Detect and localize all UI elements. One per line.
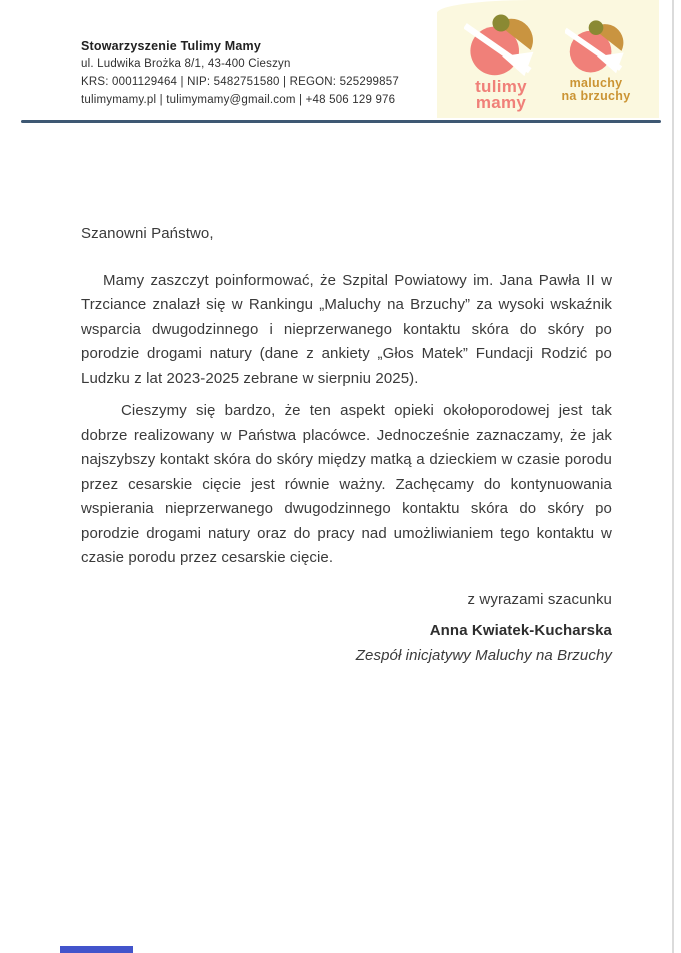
org-registry-numbers: KRS: 0001129464 | NIP: 5482751580 | REGON: 525299857	[81, 76, 399, 88]
page-edge-line	[672, 0, 674, 953]
org-address: ul. Ludwika Brożka 8/1, 43-400 Cieszyn	[81, 58, 291, 70]
maluchy-na-brzuchy-wordmark-line1: maluchy	[569, 76, 623, 90]
maluchy-na-brzuchy-wordmark-line2: na brzuchy	[561, 89, 631, 103]
salutation: Szanowni Państwo,	[81, 225, 214, 242]
org-contact-info: tulimymamy.pl | tulimymamy@gmail.com | +48 506 129 976	[81, 94, 396, 106]
org-name: Stowarzyszenie Tulimy Mamy	[81, 39, 262, 53]
paragraph-ranking-announcement: Mamy zaszczyt poinformować, że Szpital Powiatowy im. Jana Pawła II w Trzciance znalazł się w Rankingu „Maluchy na Brzuchy” za wysoki wskaźnik wsparcia dwugodzinnego i nieprzerwanego kontaktu skóra do skóry po porodzie drogami natury (dane z ankiety „Głos Matek” Fundacji Rodzić po Ludzku z lat 2023-2025 zebrane w sierpniu 2025).	[81, 271, 612, 387]
signer-name: Anna Kwiatek-Kucharska	[429, 622, 612, 639]
letterhead-org-block	[81, 37, 441, 109]
tulimy-mamy-wordmark-line1: tulimy	[475, 77, 527, 96]
maluchy-na-brzuchy-logo	[552, 20, 640, 103]
closing-phrase: z wyrazami szacunku	[467, 590, 612, 608]
tulimy-mamy-wordmark	[452, 79, 550, 111]
signer-role: Zespół inicjatywy Maluchy na Brzuchy	[355, 646, 612, 664]
tulimy-mamy-logo	[452, 14, 550, 111]
tulimy-mamy-wordmark-line2: mamy	[475, 93, 527, 112]
footer-accent-bar	[60, 946, 133, 953]
letter-body	[81, 222, 612, 668]
maluchy-na-brzuchy-logo-icon	[565, 20, 627, 74]
header-divider-rule	[21, 120, 661, 123]
paragraph-encouragement: Cieszymy się bardzo, że ten aspekt opieki okołoporodowej jest tak dobrze realizowany w Państwa placówce. Jednocześnie zaznaczamy, że jak najszybszy kontakt skóra do skóry między matką a dzieckiem w czasie porodu przez cesarskie cięcie jest równie ważny. Zachęcamy do kontynuowania wspierania nieprzerwanego dwugodzinnego kontaktu skóra do skóry po porodzie drogami natury oraz do pracy nad umożliwianiem tego kontaktu w czasie porodu przez cesarskie cięcie.	[81, 402, 612, 566]
tulimy-mamy-logo-icon	[464, 14, 538, 77]
maluchy-na-brzuchy-wordmark	[552, 77, 640, 103]
